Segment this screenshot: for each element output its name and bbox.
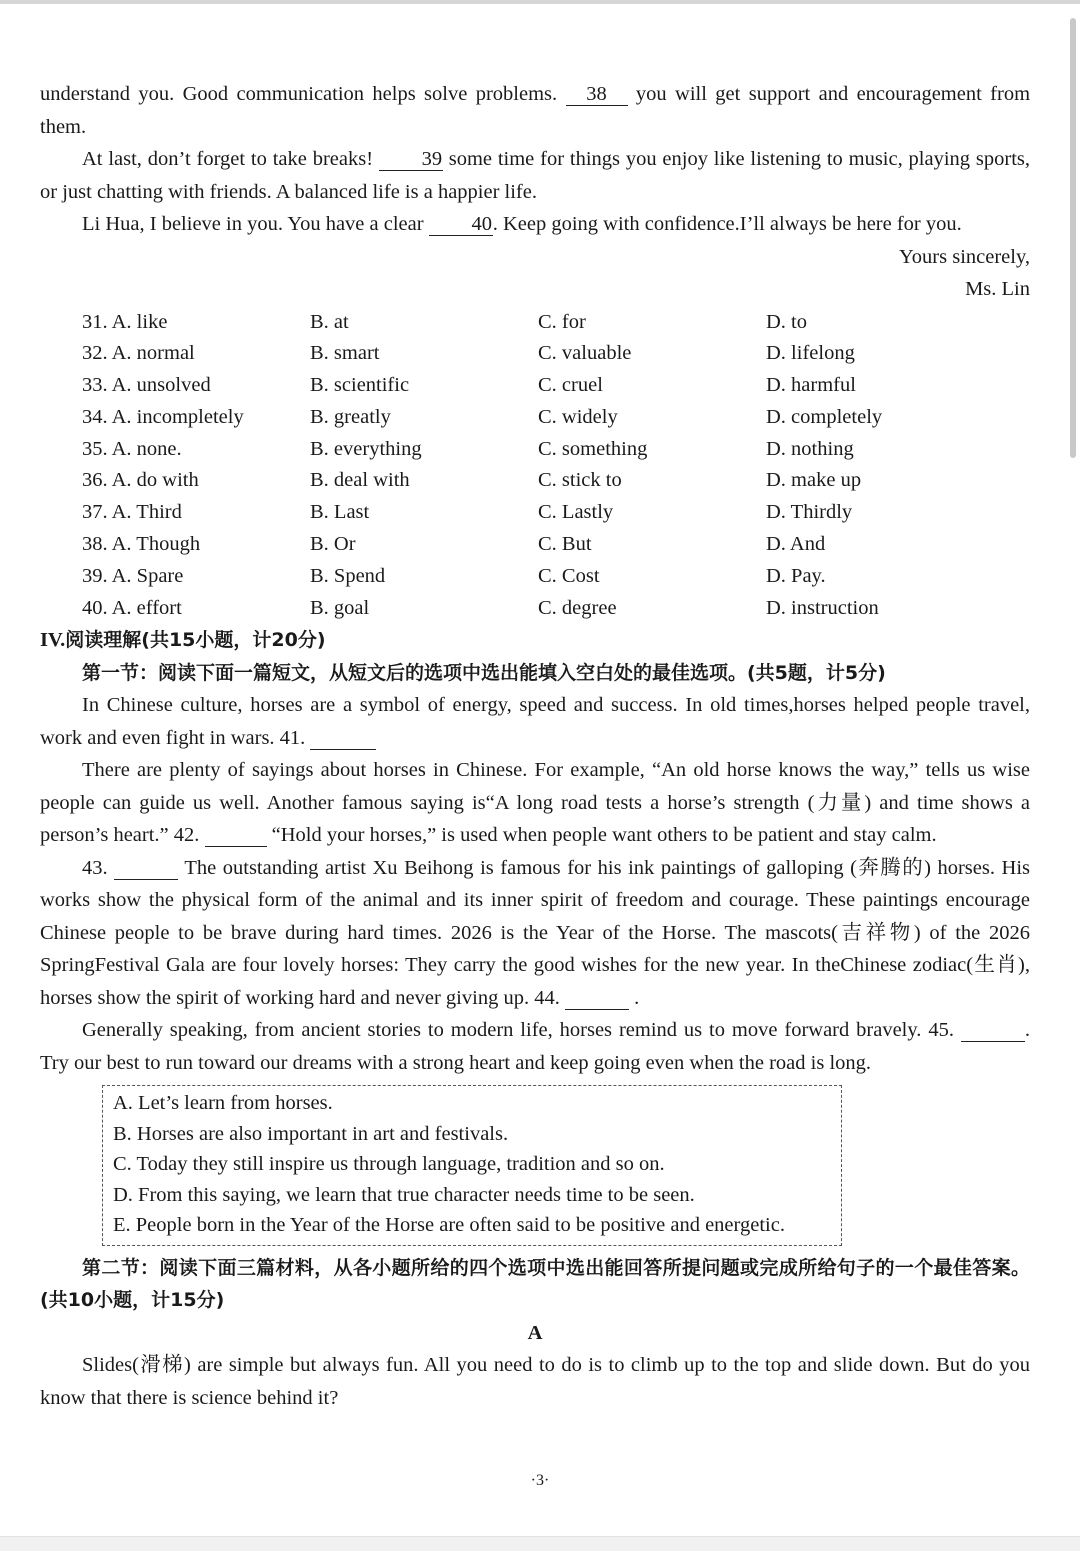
option-b: B. Spend	[310, 564, 386, 587]
choice-item: A. Let’s learn from horses.	[113, 1092, 333, 1115]
scrollbar[interactable]	[1070, 18, 1076, 458]
section-heading: IV.阅读理解(共15小题，计20分)	[40, 629, 326, 652]
reading-paragraph: Slides(滑梯) are simple but always fun. All you need to do is to climb up to the top and slide down. But do you know that there is science behind it?	[40, 1354, 1030, 1409]
option-d: D. completely	[766, 405, 883, 428]
choices-box	[102, 1085, 842, 1246]
option-c: C. Lastly	[538, 501, 614, 524]
reading-paragraph: Generally speaking, from ancient stories to modern life, horses remind us to move forward bravely. 45. . Try our best to run toward our dreams with a strong heart and keep going even when the road is long.	[40, 1019, 1031, 1074]
option-b: B. Last	[310, 501, 370, 524]
option-c: C. something	[538, 437, 648, 460]
option-a: 37. A. Third	[82, 501, 182, 524]
answer-blank	[961, 1019, 1025, 1042]
letter-closing: Yours sincerely,	[899, 245, 1030, 268]
option-b: B. greatly	[310, 405, 391, 428]
option-b: B. smart	[310, 342, 380, 365]
answer-blank: 38	[566, 83, 628, 106]
option-b: B. goal	[310, 596, 370, 619]
reading-paragraph: 43. The outstanding artist Xu Beihong is famous for his ink paintings of galloping (奔腾的) horses. His works show the physical form of the animal and its inner spirit of freedom and courage. These paintings encourage Chinese people to be brave during hard times. 2026 is the Year of the Horse. The mascots(吉祥物) of the 2026 SpringFestival Gala are four lovely horses: They carry the good wishes for the new year. In theChinese zodiac(生肖), horses show the spirit of working hard and never giving up. 44. .	[40, 856, 1030, 1009]
answer-blank	[114, 857, 178, 880]
option-c: C. But	[538, 533, 592, 556]
bottom-border	[0, 1536, 1080, 1551]
paragraph: understand you. Good communication helps solve problems. 38 you will get support and encouragement from them.	[40, 83, 1031, 138]
option-c: C. valuable	[538, 342, 632, 365]
question-row	[82, 307, 1030, 339]
option-a: 39. A. Spare	[82, 564, 184, 587]
option-d: D. instruction	[766, 596, 879, 619]
option-b: B. everything	[310, 437, 422, 460]
option-c: C. Cost	[538, 564, 600, 587]
option-d: D. to	[766, 310, 807, 333]
question-row	[82, 529, 1030, 561]
question-row	[82, 370, 1030, 402]
question-row	[82, 497, 1030, 529]
answer-blank: 39	[379, 148, 443, 171]
question-row	[82, 465, 1030, 497]
option-b: B. deal with	[310, 469, 410, 492]
part-instruction: 第一节：阅读下面一篇短文，从短文后的选项中选出能填入空白处的最佳选项。(共5题，计5分)	[82, 661, 886, 684]
answer-blank	[205, 824, 267, 847]
reading-paragraph: There are plenty of sayings about horses in Chinese. For example, “An old horse knows the way,” tells us wise people can guide us well. Another famous saying is“A long road tests a horse’s strength (力量) and time shows a person’s heart.” 42. “Hold your horses,” is used when people want others to be patient and stay calm.	[40, 759, 1030, 847]
option-b: B. scientific	[310, 374, 410, 397]
option-d: D. lifelong	[766, 342, 855, 365]
option-c: C. for	[538, 310, 586, 333]
option-a: 32. A. normal	[82, 342, 195, 365]
answer-blank	[310, 727, 376, 750]
page-number: ·3·	[530, 1472, 550, 1489]
choice-item: D. From this saying, we learn that true character needs time to be seen.	[113, 1183, 695, 1206]
option-b: B. at	[310, 310, 349, 333]
top-border	[0, 0, 1080, 4]
option-a: 38. A. Though	[82, 533, 201, 556]
option-c: C. stick to	[538, 469, 622, 492]
question-row	[82, 338, 1030, 370]
choice-item: B. Horses are also important in art and festivals.	[113, 1122, 509, 1145]
option-a: 31. A. like	[82, 310, 168, 333]
question-row	[82, 561, 1030, 593]
option-c: C. degree	[538, 596, 617, 619]
option-a: 35. A. none.	[82, 437, 182, 460]
option-d: D. Thirdly	[766, 501, 853, 524]
option-d: D. make up	[766, 469, 862, 492]
passage-label: A	[527, 1321, 543, 1344]
question-row	[82, 402, 1030, 434]
option-d: D. harmful	[766, 374, 856, 397]
option-c: C. widely	[538, 405, 618, 428]
reading-paragraph: In Chinese culture, horses are a symbol of energy, speed and success. In old times,horses helped people travel, work and even fight in wars. 41.	[40, 694, 1030, 749]
option-a: 40. A. effort	[82, 596, 182, 619]
answer-blank: 40	[429, 213, 493, 236]
question-row	[82, 434, 1030, 466]
part-instruction: 第二节：阅读下面三篇材料，从各小题所给的四个选项中选出能回答所提问题或完成所给句子的一个最佳答案。(共10小题，计15分)	[40, 1256, 1030, 1312]
option-d: D. And	[766, 533, 826, 556]
options-list	[82, 307, 1030, 625]
option-a: 33. A. unsolved	[82, 374, 211, 397]
answer-blank	[565, 987, 629, 1010]
option-b: B. Or	[310, 533, 356, 556]
paragraph: Li Hua, I believe in you. You have a clear 40. Keep going with confidence.I’ll always be here for you.	[82, 213, 962, 235]
option-a: 34. A. incompletely	[82, 405, 244, 428]
question-row	[82, 593, 1030, 625]
option-d: D. Pay.	[766, 564, 826, 587]
option-a: 36. A. do with	[82, 469, 199, 492]
option-d: D. nothing	[766, 437, 854, 460]
document-page	[40, 78, 1030, 1414]
choice-item: E. People born in the Year of the Horse are often said to be positive and energetic.	[113, 1214, 785, 1237]
option-c: C. cruel	[538, 374, 603, 397]
letter-signature: Ms. Lin	[965, 278, 1030, 300]
choice-item: C. Today they still inspire us through language, tradition and so on.	[113, 1153, 665, 1176]
paragraph: At last, don’t forget to take breaks! 39 some time for things you enjoy like listening to music, playing sports, or just chatting with friends. A balanced life is a happier life.	[40, 148, 1030, 203]
